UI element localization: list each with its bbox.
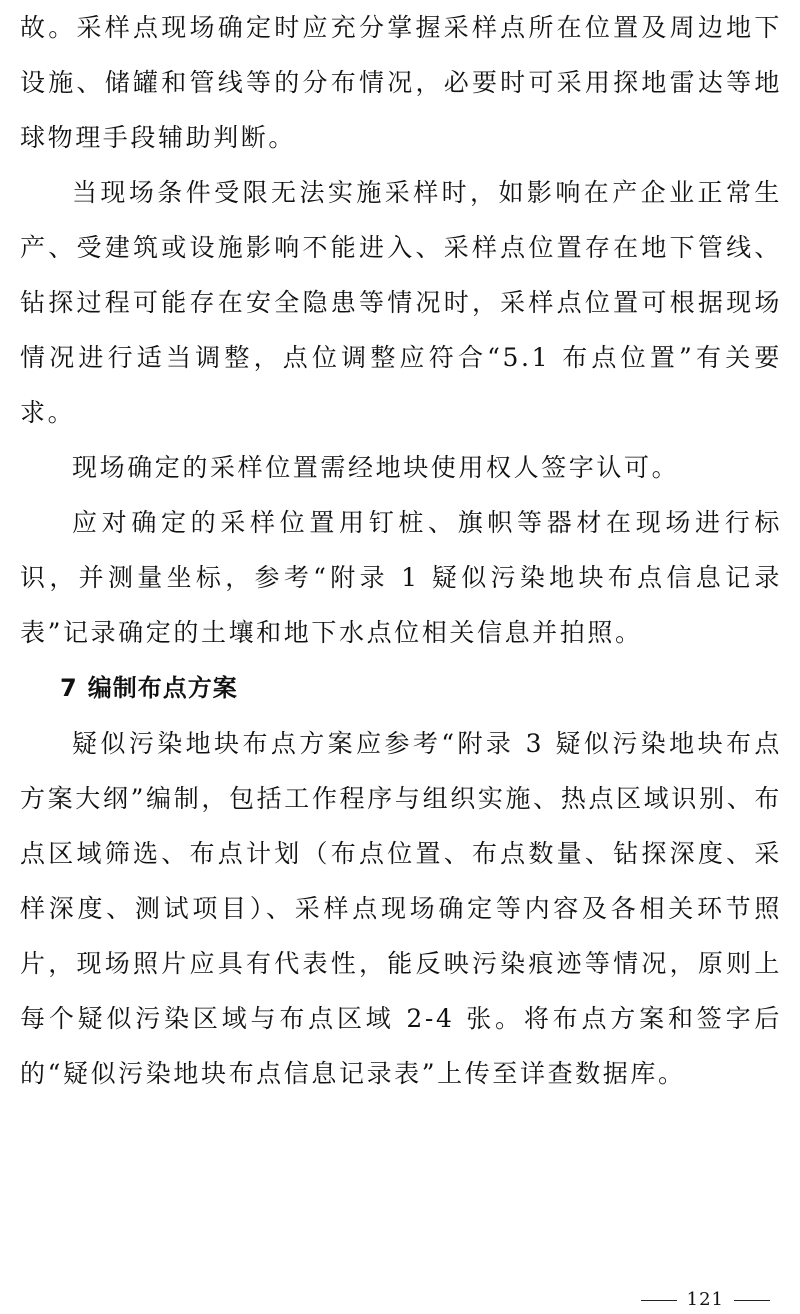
page-footer <box>631 1289 780 1310</box>
paragraph-marking: 应对确定的采样位置用钉桩、旗帜等器材在现场进行标识，并测量坐标，参考“附录 1 疑似污染地块布点信息记录表”记录确定的土壤和地下水点位相关信息并拍照。 <box>20 508 782 647</box>
section-heading <box>20 660 782 716</box>
paragraph-continuation: 故。采样点现场确定时应充分掌握采样点所在位置及周边地下设施、储罐和管线等的分布情况，必要时可采用探地雷达等地球物理手段辅助判断。 <box>20 13 782 152</box>
section-number: 7 <box>60 674 78 702</box>
paragraph-adjustment: 当现场条件受限无法实施采样时，如影响在产企业正常生产、受建筑或设施影响不能进入、采样点位置存在地下管线、钻探过程可能存在安全隐患等情况时，采样点位置可根据现场情况进行适当调整，点位调整应符合“5.1 布点位置”有关要求。 <box>20 178 782 427</box>
page-number: 121 <box>686 1289 724 1310</box>
footer-dash-left <box>641 1300 677 1301</box>
paragraph-plan: 疑似污染地块布点方案应参考“附录 3 疑似污染地块布点方案大纲”编制，包括工作程序与组织实施、热点区域识别、布点区域筛选、布点计划（布点位置、布点数量、钻探深度、采样深度、测试项目）、采样点现场确定等内容及各相关环节照片，现场照片应具有代表性，能反映污染痕迹等情况，原则上每个疑似污染区域与布点区域 2-4 张。将布点方案和签字后的“疑似污染地块布点信息记录表”上传至详查数据库。 <box>20 729 782 1088</box>
footer-dash-right <box>734 1300 770 1301</box>
paragraph-confirmation: 现场确定的采样位置需经地块使用权人签字认可。 <box>72 453 680 482</box>
section-title: 编制布点方案 <box>87 674 238 702</box>
document-body <box>20 0 782 1101</box>
